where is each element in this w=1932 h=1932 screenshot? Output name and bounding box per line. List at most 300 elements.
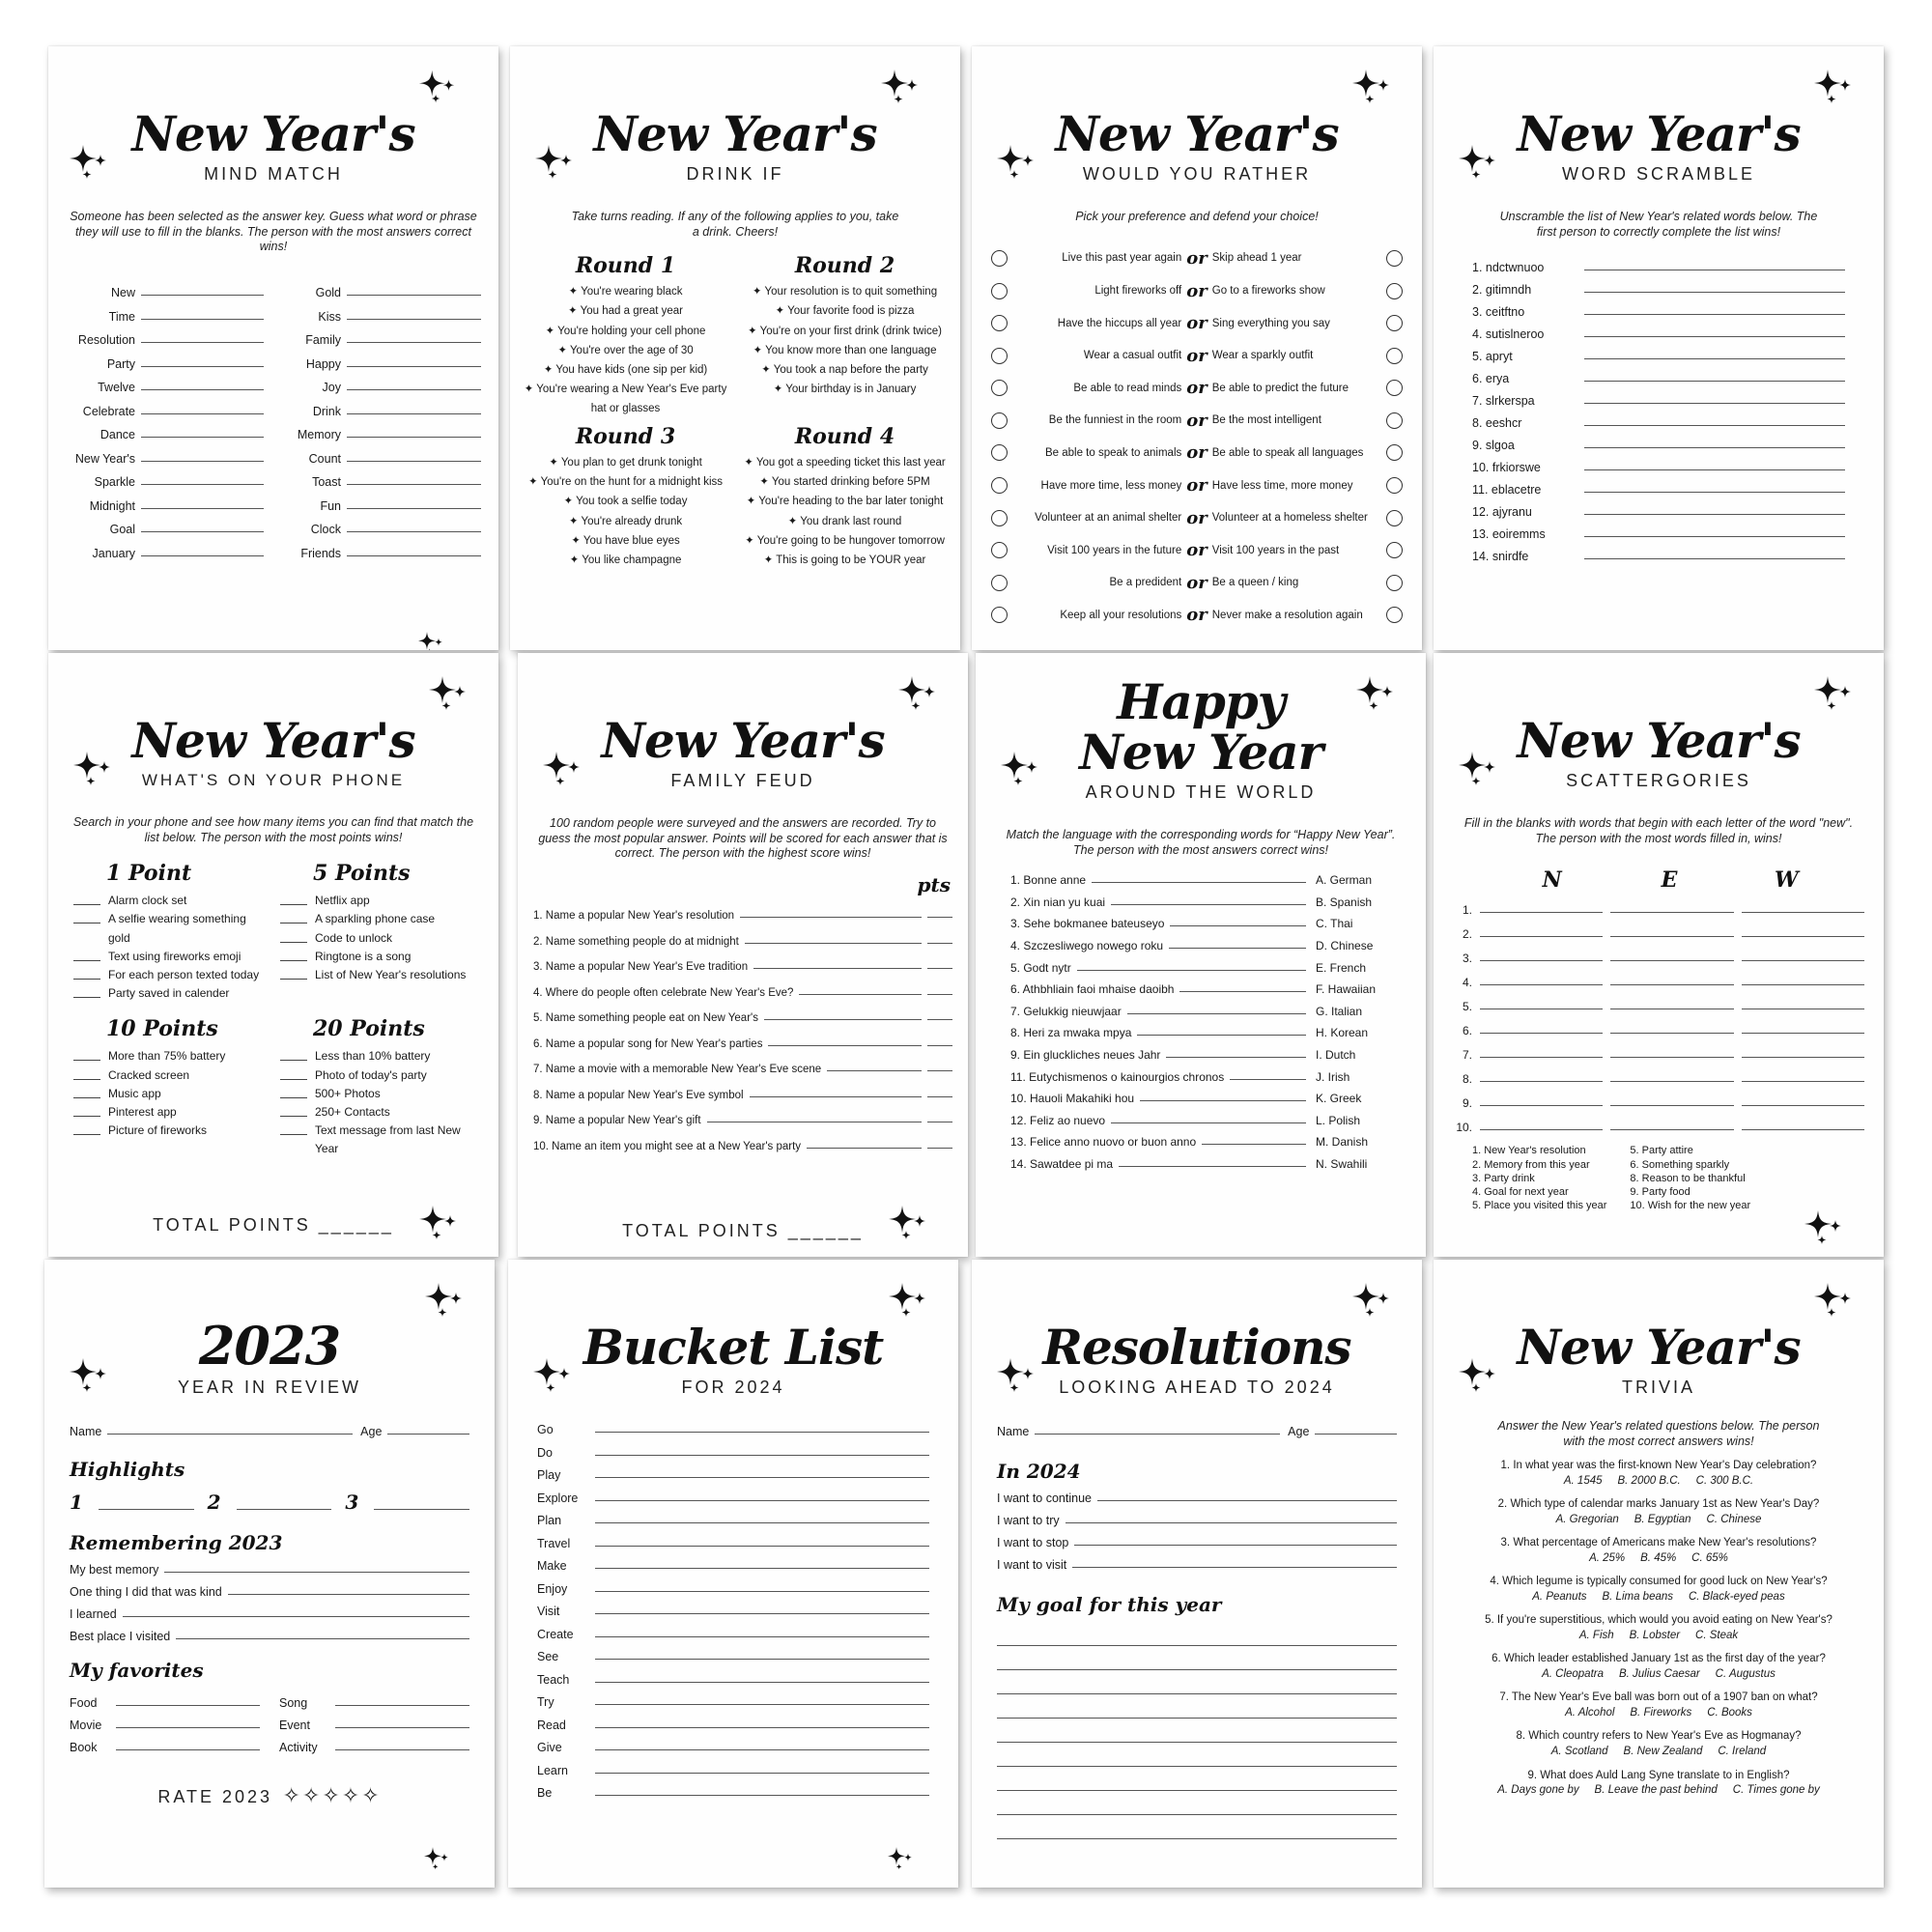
answer-line[interactable] bbox=[1742, 912, 1864, 913]
answer-line[interactable] bbox=[1170, 925, 1306, 926]
fill-in-row bbox=[66, 357, 264, 371]
option-a-radio[interactable] bbox=[991, 477, 1008, 494]
answer-line[interactable] bbox=[347, 437, 481, 438]
answer-line[interactable] bbox=[799, 994, 922, 995]
answer-line[interactable] bbox=[1480, 1105, 1603, 1106]
instructions: Match the language with the corresponding words for “Happy New Year”. The person with the most answers correct wins! bbox=[1006, 828, 1396, 857]
answer-line[interactable] bbox=[1480, 960, 1603, 961]
answer-line[interactable] bbox=[347, 461, 481, 462]
answer-options: A. Peanuts B. Lima beans C. Black-eyed peas bbox=[1532, 1590, 1785, 1603]
row-label: Food bbox=[70, 1696, 98, 1710]
points-blank[interactable] bbox=[927, 1096, 952, 1097]
phone-item: A selfie wearing something gold bbox=[73, 910, 267, 947]
goal-line[interactable] bbox=[997, 1622, 1397, 1646]
fill-in-row bbox=[1472, 483, 1845, 497]
drink-if-item: ✦ You took a selfie today bbox=[563, 496, 688, 508]
option-a-radio[interactable] bbox=[991, 315, 1008, 331]
trivia-question bbox=[1445, 1536, 1872, 1566]
answer-line[interactable] bbox=[164, 1572, 469, 1573]
answer-line[interactable] bbox=[1742, 1105, 1864, 1106]
answer-line[interactable] bbox=[595, 1727, 929, 1728]
answer-line[interactable] bbox=[1584, 447, 1845, 448]
answer-line[interactable] bbox=[1480, 1081, 1603, 1082]
answer-line[interactable] bbox=[1742, 960, 1864, 961]
answer-line[interactable] bbox=[141, 295, 264, 296]
highlight-line[interactable] bbox=[237, 1509, 332, 1510]
answer-line[interactable] bbox=[141, 531, 264, 532]
row-label: Memory bbox=[297, 428, 341, 442]
card-title: New Year's bbox=[1517, 1319, 1801, 1376]
category-legend bbox=[1434, 1144, 1884, 1212]
answer-line[interactable] bbox=[347, 413, 481, 414]
answer-line[interactable] bbox=[745, 943, 922, 944]
option-b-radio[interactable] bbox=[1386, 607, 1403, 623]
phrase: 3. Sehe bokmanee bateuseyo bbox=[1010, 917, 1165, 931]
row-label: 7. slrkerspa bbox=[1472, 394, 1535, 409]
fill-in-row bbox=[537, 1650, 929, 1663]
row-label: Celebrate bbox=[82, 404, 135, 418]
answer-line[interactable] bbox=[1610, 936, 1733, 937]
answer-line[interactable] bbox=[1202, 1144, 1306, 1145]
goal-line[interactable] bbox=[997, 1719, 1397, 1743]
blank-rows bbox=[1434, 903, 1884, 1134]
answer-line[interactable] bbox=[1584, 536, 1845, 537]
sparkle-icon bbox=[415, 624, 446, 650]
answer-line[interactable] bbox=[347, 508, 481, 509]
category-item: 6. Something sparkly bbox=[1630, 1158, 1730, 1171]
answer-line[interactable] bbox=[141, 413, 264, 414]
highlight-line[interactable] bbox=[99, 1509, 194, 1510]
score-blank[interactable] bbox=[280, 1085, 307, 1098]
score-blank[interactable] bbox=[73, 1122, 100, 1135]
row-label: Read bbox=[537, 1718, 566, 1732]
answer-line[interactable] bbox=[1480, 1057, 1603, 1058]
answer-line[interactable] bbox=[335, 1749, 469, 1750]
option-a-radio[interactable] bbox=[991, 607, 1008, 623]
answer-line[interactable] bbox=[1742, 936, 1864, 937]
points-heading: 20 Points bbox=[313, 1016, 425, 1042]
answer-line[interactable] bbox=[595, 1704, 929, 1705]
question-text: 2. Which type of calendar marks January 1st as New Year's Day? bbox=[1497, 1498, 1820, 1511]
answer-line[interactable] bbox=[347, 295, 481, 296]
answer-line[interactable] bbox=[347, 319, 481, 320]
answer-line[interactable] bbox=[1230, 1079, 1306, 1080]
letter-header: N bbox=[1542, 867, 1562, 894]
score-blank[interactable] bbox=[280, 1047, 307, 1061]
answer-line[interactable] bbox=[1610, 1129, 1733, 1130]
scattergories-row: 6. bbox=[1453, 1024, 1864, 1037]
answer-line[interactable] bbox=[1169, 948, 1306, 949]
card-title: New Year's bbox=[1055, 105, 1339, 162]
score-blank[interactable] bbox=[280, 1066, 307, 1080]
score-blank[interactable] bbox=[280, 892, 307, 905]
answer-line[interactable] bbox=[1610, 984, 1733, 985]
language-match-row bbox=[1010, 917, 1391, 930]
phone-item: Picture of fireworks bbox=[73, 1122, 267, 1140]
answer-line[interactable] bbox=[1610, 912, 1733, 913]
answer-options: A. Fish B. Lobster C. Steak bbox=[1578, 1629, 1739, 1641]
answer-line[interactable] bbox=[1074, 1545, 1397, 1546]
answer-line[interactable] bbox=[1584, 492, 1845, 493]
answer-line[interactable] bbox=[595, 1477, 929, 1478]
card-scattergories bbox=[1434, 653, 1884, 1257]
answer-options: A. Scotland B. New Zealand C. Ireland bbox=[1550, 1745, 1767, 1757]
answer-line[interactable] bbox=[595, 1773, 929, 1774]
answer-line[interactable] bbox=[141, 389, 264, 390]
option-a-radio[interactable] bbox=[991, 283, 1008, 299]
card-mind-match bbox=[48, 46, 498, 650]
answer-line[interactable] bbox=[1480, 984, 1603, 985]
answer-line[interactable] bbox=[347, 555, 481, 556]
row-label: Teach bbox=[537, 1672, 570, 1687]
answer-line[interactable] bbox=[1584, 403, 1845, 404]
answer-line[interactable] bbox=[753, 968, 922, 969]
card-around-the-world bbox=[976, 653, 1426, 1257]
answer-line[interactable] bbox=[228, 1594, 469, 1595]
option-b-text: Be able to speak all languages bbox=[1211, 446, 1364, 459]
answer-line[interactable] bbox=[347, 389, 481, 390]
answer-line[interactable] bbox=[1610, 1033, 1733, 1034]
answer-line[interactable] bbox=[1742, 1033, 1864, 1034]
answer-line[interactable] bbox=[595, 1500, 929, 1501]
answer-line[interactable] bbox=[1742, 1081, 1864, 1082]
answer-line[interactable] bbox=[1584, 469, 1845, 470]
option-a-radio[interactable] bbox=[991, 380, 1008, 396]
answer-line[interactable] bbox=[740, 917, 922, 918]
answer-line[interactable] bbox=[123, 1616, 469, 1617]
option-a-radio[interactable] bbox=[991, 575, 1008, 591]
answer-options: A. Gregorian B. Egyptian C. Chinese bbox=[1555, 1513, 1762, 1525]
score-blank[interactable] bbox=[73, 948, 100, 961]
answer-line[interactable] bbox=[1610, 1081, 1733, 1082]
rate-label: RATE 2023 bbox=[157, 1787, 273, 1806]
answer-line[interactable] bbox=[141, 342, 264, 343]
letter-header: E bbox=[1661, 867, 1678, 894]
fill-in-row bbox=[283, 475, 481, 489]
option-b-text: Be able to predict the future bbox=[1211, 382, 1350, 394]
phrase: 10. Hauoli Makahiki hou bbox=[1010, 1092, 1135, 1106]
survey-question-row: 2. Name something people do at midnight bbox=[533, 936, 952, 948]
row-label: Twelve bbox=[98, 381, 135, 395]
option-a-radio[interactable] bbox=[991, 510, 1008, 526]
answer-line[interactable] bbox=[1097, 1500, 1397, 1501]
answer-line[interactable] bbox=[1584, 514, 1845, 515]
scattergories-row: 5. bbox=[1453, 1000, 1864, 1013]
answer-line[interactable] bbox=[141, 484, 264, 485]
language-match-row bbox=[1010, 961, 1391, 975]
phone-item: Netflix app bbox=[280, 892, 473, 910]
score-blank[interactable] bbox=[73, 984, 100, 998]
score-blank[interactable] bbox=[73, 892, 100, 905]
answer-line[interactable] bbox=[141, 366, 264, 367]
fill-in-row bbox=[283, 428, 481, 441]
card-title: Bucket List bbox=[582, 1319, 884, 1376]
sparkle-bullet-icon: ✦ bbox=[745, 534, 757, 547]
card-title: 2023 bbox=[198, 1315, 341, 1377]
sparkle-icon bbox=[885, 1839, 916, 1878]
answer-line[interactable] bbox=[1584, 381, 1845, 382]
option-a-radio[interactable] bbox=[991, 542, 1008, 558]
option-a-radio[interactable] bbox=[991, 444, 1008, 461]
points-blank[interactable] bbox=[927, 917, 952, 918]
answer-line[interactable] bbox=[347, 342, 481, 343]
answer-line[interactable] bbox=[1610, 960, 1733, 961]
answer-line[interactable] bbox=[141, 555, 264, 556]
answer-line[interactable] bbox=[1072, 1567, 1397, 1568]
sparkle-bullet-icon: ✦ bbox=[752, 286, 765, 298]
fill-in-row bbox=[1472, 283, 1845, 297]
or-label: or bbox=[1186, 475, 1208, 497]
answer-line[interactable] bbox=[1179, 991, 1306, 992]
score-blank[interactable] bbox=[280, 929, 307, 943]
highlight-number: 2 bbox=[207, 1491, 221, 1514]
row-label: 9. slgoa bbox=[1472, 439, 1515, 453]
age-field[interactable] bbox=[1315, 1434, 1397, 1435]
survey-questions bbox=[518, 910, 968, 1152]
or-label: or bbox=[1186, 572, 1208, 593]
answer-line[interactable] bbox=[116, 1727, 260, 1728]
drink-if-item: ✦ You took a nap before the party bbox=[761, 363, 928, 376]
answer-line[interactable] bbox=[827, 1070, 922, 1071]
answer-line[interactable] bbox=[1584, 558, 1845, 559]
answer-line[interactable] bbox=[595, 1522, 929, 1523]
drink-if-item: ✦ You started drinking before 5PM bbox=[759, 476, 930, 489]
fill-in-row bbox=[70, 1563, 469, 1577]
card-title: New Year's bbox=[601, 712, 885, 769]
option-a-radio[interactable] bbox=[991, 412, 1008, 429]
points-blank[interactable] bbox=[927, 994, 952, 995]
points-blank[interactable] bbox=[927, 1019, 952, 1020]
answer-line[interactable] bbox=[1111, 1122, 1306, 1123]
language-option: M. Danish bbox=[1316, 1135, 1369, 1150]
sparkle-icon bbox=[1810, 68, 1857, 106]
option-b-text: Visit 100 years in the past bbox=[1211, 544, 1340, 556]
answer-line[interactable] bbox=[1584, 336, 1845, 337]
sparkle-bullet-icon: ✦ bbox=[747, 325, 760, 337]
answer-line[interactable] bbox=[1610, 1057, 1733, 1058]
answer-line[interactable] bbox=[595, 1749, 929, 1750]
row-label: Family bbox=[305, 333, 341, 348]
answer-line[interactable] bbox=[1584, 314, 1845, 315]
answer-line[interactable] bbox=[335, 1705, 469, 1706]
fill-in-row bbox=[997, 1492, 1397, 1505]
fill-in-row bbox=[70, 1696, 260, 1710]
language-match-row bbox=[1010, 1114, 1391, 1127]
answer-line[interactable] bbox=[1742, 984, 1864, 985]
answer-line[interactable] bbox=[1077, 970, 1306, 971]
points-blank[interactable] bbox=[927, 943, 952, 944]
score-blank[interactable] bbox=[280, 1122, 307, 1135]
answer-line[interactable] bbox=[1137, 1035, 1306, 1036]
option-a-radio[interactable] bbox=[991, 250, 1008, 267]
answer-line[interactable] bbox=[1127, 1013, 1306, 1014]
row-label: My best memory bbox=[70, 1563, 159, 1577]
answer-line[interactable] bbox=[116, 1749, 260, 1750]
age-label: Age bbox=[360, 1425, 383, 1438]
answer-line[interactable] bbox=[595, 1659, 929, 1660]
score-blank[interactable] bbox=[280, 910, 307, 923]
card-word-scramble bbox=[1434, 46, 1884, 650]
star-rating[interactable]: ✧✧✧✧✧ bbox=[282, 1783, 382, 1807]
option-b-radio[interactable] bbox=[1386, 380, 1403, 396]
answer-line[interactable] bbox=[1584, 292, 1845, 293]
goal-line[interactable] bbox=[997, 1670, 1397, 1694]
answer-line[interactable] bbox=[176, 1638, 469, 1639]
score-blank[interactable] bbox=[73, 966, 100, 980]
answer-line[interactable] bbox=[141, 437, 264, 438]
points-blank[interactable] bbox=[927, 1045, 952, 1046]
goal-line[interactable] bbox=[997, 1694, 1397, 1719]
goal-line[interactable] bbox=[997, 1743, 1397, 1767]
answer-line[interactable] bbox=[1140, 1100, 1306, 1101]
phone-item: Music app bbox=[73, 1085, 267, 1103]
answer-line[interactable] bbox=[764, 1019, 922, 1020]
answer-line[interactable] bbox=[595, 1591, 929, 1592]
fill-in-row bbox=[70, 1607, 469, 1621]
answer-line[interactable] bbox=[595, 1795, 929, 1796]
score-blank[interactable] bbox=[73, 1085, 100, 1098]
score-blank[interactable] bbox=[73, 1103, 100, 1117]
survey-question-row: 1. Name a popular New Year's resolution bbox=[533, 910, 952, 922]
option-b-radio[interactable] bbox=[1386, 250, 1403, 267]
goal-line[interactable] bbox=[997, 1646, 1397, 1670]
points-blank[interactable] bbox=[927, 1070, 952, 1071]
sparkle-icon bbox=[66, 143, 112, 182]
points-blank[interactable] bbox=[927, 1148, 952, 1149]
score-blank[interactable] bbox=[280, 1103, 307, 1117]
option-a-radio[interactable] bbox=[991, 348, 1008, 364]
answer-line[interactable] bbox=[1480, 936, 1603, 937]
answer-line[interactable] bbox=[141, 508, 264, 509]
option-b-radio[interactable] bbox=[1386, 412, 1403, 429]
row-label: Give bbox=[537, 1741, 562, 1754]
scattergories-row: 10. bbox=[1453, 1121, 1864, 1134]
answer-line[interactable] bbox=[595, 1613, 929, 1614]
row-label: New bbox=[110, 286, 135, 300]
option-b-text: Sing everything you say bbox=[1211, 317, 1330, 329]
answer-line[interactable] bbox=[335, 1727, 469, 1728]
goal-line[interactable] bbox=[997, 1767, 1397, 1791]
row-label: Go bbox=[537, 1423, 554, 1436]
answer-line[interactable] bbox=[807, 1148, 922, 1149]
row-label: Dance bbox=[99, 428, 135, 442]
sparkle-bullet-icon: ✦ bbox=[773, 383, 786, 395]
score-blank[interactable] bbox=[280, 966, 307, 980]
card-subtitle: MIND MATCH bbox=[204, 164, 343, 184]
row-label: 14. snirdfe bbox=[1472, 550, 1529, 564]
phone-item: List of New Year's resolutions bbox=[280, 966, 473, 984]
answer-line[interactable] bbox=[1584, 358, 1845, 359]
row-label: Travel bbox=[537, 1536, 571, 1550]
answer-line[interactable] bbox=[1092, 882, 1306, 883]
answer-line[interactable] bbox=[1119, 1166, 1306, 1167]
row-label: Try bbox=[537, 1695, 554, 1709]
name-field[interactable] bbox=[1035, 1434, 1280, 1435]
option-b-text: Never make a resolution again bbox=[1211, 609, 1363, 621]
favorites-heading: My favorites bbox=[70, 1659, 204, 1682]
answer-line[interactable] bbox=[595, 1682, 929, 1683]
answer-line[interactable] bbox=[116, 1705, 260, 1706]
age-field[interactable] bbox=[387, 1434, 469, 1435]
language-option: G. Italian bbox=[1316, 1004, 1363, 1018]
sparkle-icon bbox=[421, 1281, 468, 1320]
option-b-radio[interactable] bbox=[1386, 510, 1403, 526]
goal-line[interactable] bbox=[997, 1815, 1397, 1839]
points-blank[interactable] bbox=[927, 968, 952, 969]
round-heading: Round 4 bbox=[794, 424, 895, 450]
sparkle-bullet-icon: ✦ bbox=[763, 554, 777, 566]
answer-line[interactable] bbox=[1480, 912, 1603, 913]
trivia-question bbox=[1445, 1575, 1872, 1605]
answer-line[interactable] bbox=[347, 366, 481, 367]
highlight-line[interactable] bbox=[374, 1509, 469, 1510]
score-blank[interactable] bbox=[280, 948, 307, 961]
sparkle-icon bbox=[1801, 1208, 1847, 1247]
answer-line[interactable] bbox=[1480, 1129, 1603, 1130]
fill-in-row bbox=[537, 1673, 929, 1687]
answer-line[interactable] bbox=[1742, 1057, 1864, 1058]
name-field[interactable] bbox=[107, 1434, 353, 1435]
answer-line[interactable] bbox=[768, 1045, 922, 1046]
fill-in-row bbox=[283, 547, 481, 560]
language-option: F. Hawaiian bbox=[1316, 982, 1377, 997]
answer-line[interactable] bbox=[1111, 904, 1306, 905]
option-b-radio[interactable] bbox=[1386, 542, 1403, 558]
round-heading: Round 3 bbox=[575, 424, 676, 450]
sparkle-bullet-icon: ✦ bbox=[761, 363, 774, 376]
answer-line[interactable] bbox=[1480, 1033, 1603, 1034]
instructions: Take turns reading. If any of the following applies to you, take a drink. Cheers! bbox=[571, 210, 899, 239]
option-b-radio[interactable] bbox=[1386, 444, 1403, 461]
goal-line[interactable] bbox=[997, 1791, 1397, 1815]
answer-line[interactable] bbox=[1166, 1057, 1306, 1058]
answer-line[interactable] bbox=[595, 1455, 929, 1456]
points-heading: 1 Point bbox=[106, 861, 192, 887]
answer-line[interactable] bbox=[595, 1546, 929, 1547]
score-blank[interactable] bbox=[73, 1047, 100, 1061]
or-label: or bbox=[1186, 507, 1208, 528]
answer-line[interactable] bbox=[750, 1096, 922, 1097]
row-label: Kiss bbox=[318, 309, 341, 324]
fill-in-row bbox=[537, 1628, 929, 1641]
instructions: Unscramble the list of New Year's related words below. The first person to correctly complete the list wins! bbox=[1499, 210, 1818, 239]
points-grid bbox=[48, 861, 498, 1158]
answer-line[interactable] bbox=[595, 1432, 929, 1433]
choice-row bbox=[991, 242, 1403, 275]
row-label: One thing I did that was kind bbox=[70, 1585, 222, 1599]
answer-line[interactable] bbox=[1742, 1129, 1864, 1130]
answer-line[interactable] bbox=[347, 531, 481, 532]
answer-line[interactable] bbox=[595, 1636, 929, 1637]
score-blank[interactable] bbox=[73, 910, 100, 923]
scattergories-row: 4. bbox=[1453, 976, 1864, 989]
answer-line[interactable] bbox=[1584, 425, 1845, 426]
option-b-radio[interactable] bbox=[1386, 477, 1403, 494]
option-b-radio[interactable] bbox=[1386, 348, 1403, 364]
score-blank[interactable] bbox=[73, 1066, 100, 1080]
answer-line[interactable] bbox=[1610, 1105, 1733, 1106]
option-b-radio[interactable] bbox=[1386, 283, 1403, 299]
answer-line[interactable] bbox=[347, 484, 481, 485]
option-b-radio[interactable] bbox=[1386, 575, 1403, 591]
answer-line[interactable] bbox=[1065, 1522, 1397, 1523]
option-b-radio[interactable] bbox=[1386, 315, 1403, 331]
answer-line[interactable] bbox=[595, 1568, 929, 1569]
answer-line[interactable] bbox=[141, 461, 264, 462]
answer-line[interactable] bbox=[141, 319, 264, 320]
option-b-text: Be the most intelligent bbox=[1211, 414, 1321, 427]
phrase: 6. Athbhliain faoi mhaise daoibh bbox=[1010, 982, 1175, 997]
